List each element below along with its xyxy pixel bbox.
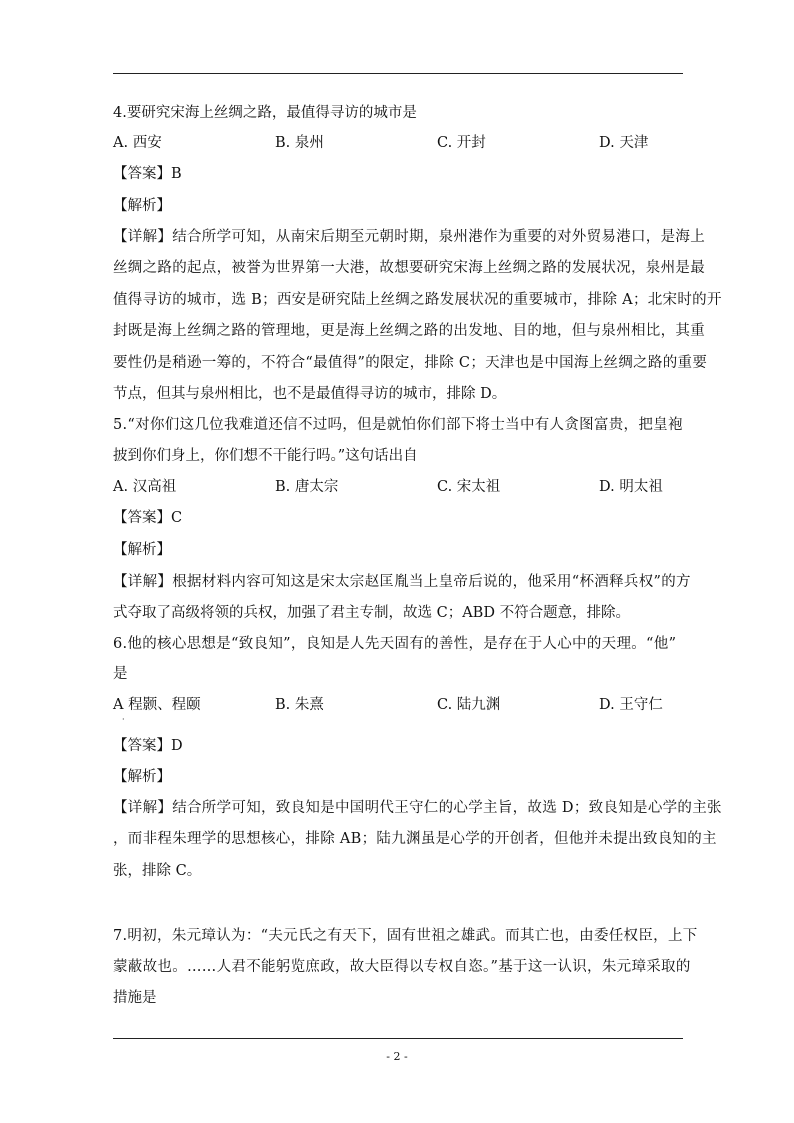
q4-option-b: B. 泉州 — [275, 135, 324, 151]
q6-option-b: B. 朱熹 — [275, 697, 324, 713]
q5-option-b: B. 唐太宗 — [275, 479, 339, 495]
q4-answer: 【答案】B — [113, 166, 182, 182]
q6-answer: 【答案】D — [113, 738, 183, 754]
q5-detail-line: 式夺取了高级将领的兵权，加强了君主专制，故选 C；ABD 不符合题意，排除。 — [113, 605, 631, 621]
q6-option-c: C. 陆九渊 — [437, 697, 501, 713]
q4-detail-line: 节点，但其与泉州相比，也不是最值得寻访的城市，排除 D。 — [113, 386, 507, 402]
page-number: - 2 - — [386, 1050, 408, 1063]
q6-detail-line: 张，排除 C。 — [113, 863, 202, 879]
q6-stem: 是 — [113, 666, 128, 682]
footer-rule — [113, 1038, 683, 1039]
q4-detail-line: 【详解】结合所学可知，从南宋后期至元朝时期，泉州港作为重要的对外贸易港口，是海上 — [113, 229, 705, 245]
q6-detail-line: ，而非程朱理学的思想核心，排除 AB；陆九渊虽是心学的开创者，但他并未提出致良知的主 — [113, 831, 717, 847]
q6-detail-line: 【详解】结合所学可知，致良知是中国明代王守仁的心学主旨，故选 D；致良知是心学的主张 — [113, 800, 722, 816]
q5-stem: 披到你们身上，你们想不干能行吗。”这句话出自 — [113, 448, 418, 464]
q7-stem: 7.明初，朱元璋认为：“夫元氏之有天下，固有世祖之雄武。而其亡也，由委任权臣，上下 — [113, 928, 698, 944]
q4-option-a: A. 西安 — [113, 135, 162, 151]
q4-stem: 4.要研究宋海上丝绸之路，最值得寻访的城市是 — [113, 105, 417, 121]
stray-dot: · — [122, 715, 125, 724]
q4-detail-line: 丝绸之路的起点，被誉为世界第一大港，故想要研究宋海上丝绸之路的发展状况，泉州是最 — [113, 260, 705, 276]
q4-detail-line: 值得寻访的城市，选 B；西安是研究陆上丝绸之路发展状况的重要城市，排除 A；北宋时的开 — [113, 292, 722, 308]
q4-option-d: D. 天津 — [599, 135, 649, 151]
q4-detail-line: 要性仍是稍逊一筹的，不符合“最值得”的限定，排除 C；天津也是中国海上丝绸之路的重要 — [113, 355, 708, 371]
header-rule — [113, 73, 683, 74]
q5-analysis-label: 【解析】 — [113, 542, 171, 558]
q5-stem: 5.“对你们这几位我难道还信不过吗，但是就怕你们部下将士当中有人贪图富贵，把皇袍 — [113, 417, 683, 433]
q5-option-c: C. 宋太祖 — [437, 479, 501, 495]
q6-option-d: D. 王守仁 — [599, 697, 663, 713]
q7-stem: 蒙蔽故也。……人君不能躬览庶政，故大臣得以专权自恣。”基于这一认识，朱元璋采取的 — [113, 959, 691, 975]
q7-stem: 措施是 — [113, 990, 157, 1006]
q4-analysis-label: 【解析】 — [113, 198, 171, 214]
q5-answer: 【答案】C — [113, 510, 183, 526]
q5-option-d: D. 明太祖 — [599, 479, 663, 495]
q4-option-c: C. 开封 — [437, 135, 486, 151]
q5-detail-line: 【详解】根据材料内容可知这是宋太宗赵匡胤当上皇帝后说的，他采用“杯酒释兵权”的方 — [113, 574, 691, 590]
q4-detail-line: 封既是海上丝绸之路的管理地，更是海上丝绸之路的出发地、目的地，但与泉州相比，其重 — [113, 323, 705, 339]
q5-option-a: A. 汉高祖 — [113, 479, 177, 495]
q6-analysis-label: 【解析】 — [113, 769, 171, 785]
q6-option-a: A 程颢、程颐 — [113, 697, 201, 713]
q6-stem: 6.他的核心思想是“致良知”，良知是人先天固有的善性，是存在于人心中的天理。“他” — [113, 636, 677, 652]
